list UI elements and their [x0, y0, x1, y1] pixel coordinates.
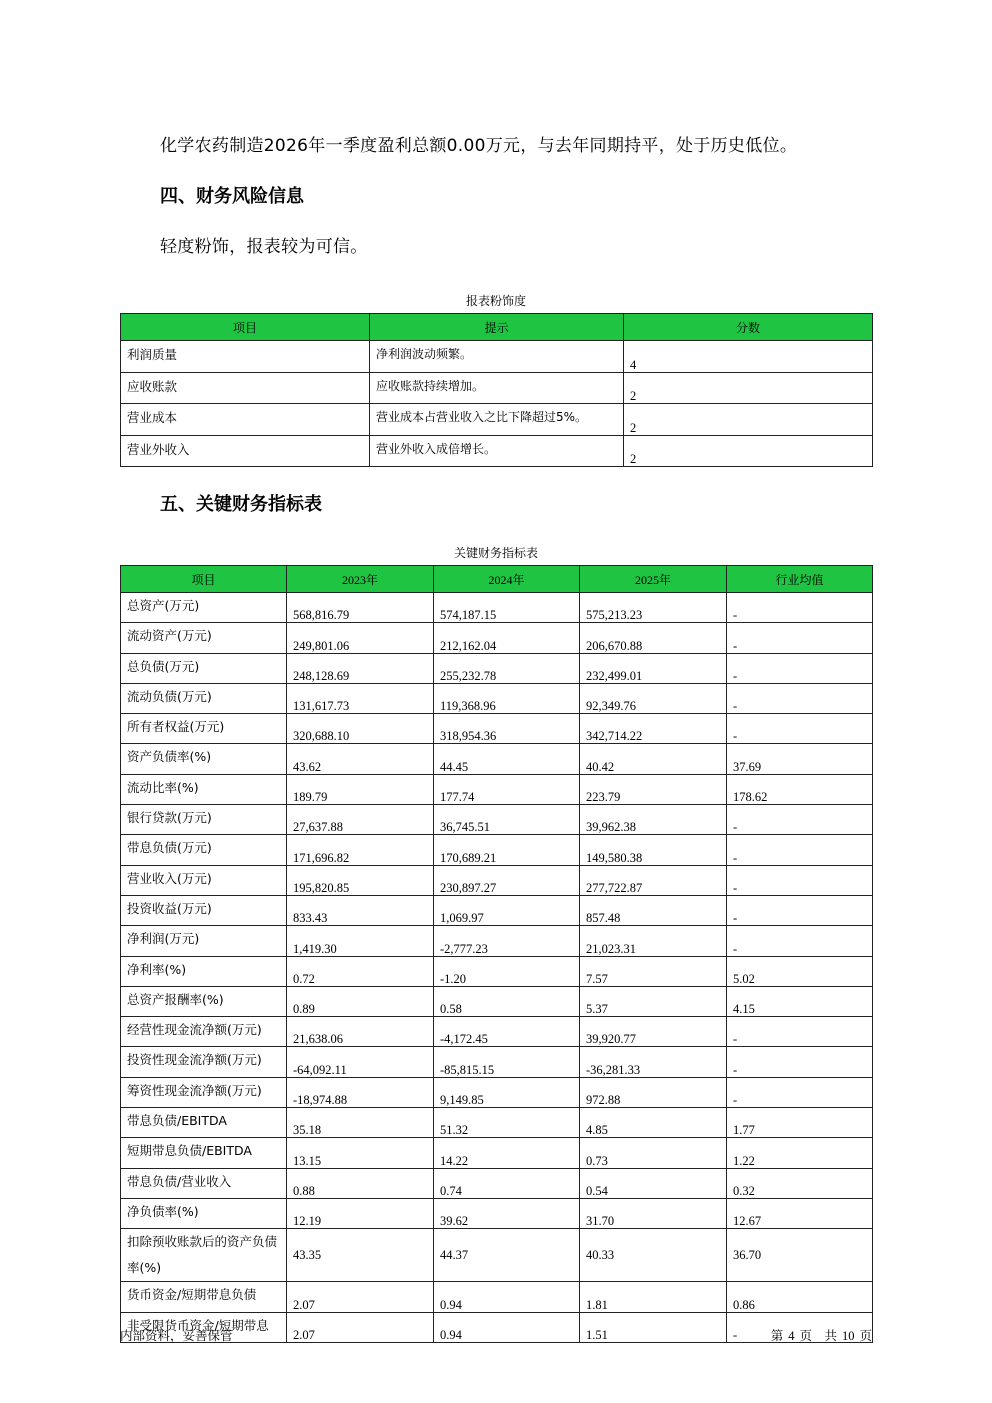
row-value-2024: 1,069.97: [434, 895, 580, 925]
row-value-industry-avg: -: [727, 1017, 873, 1047]
row-value-2024: 36,745.51: [434, 805, 580, 835]
table-row: [121, 926, 873, 956]
table-header-row: [121, 566, 873, 593]
risk-summary: 轻度粉饰，报表较为可信。: [160, 237, 368, 257]
intro-paragraph: 化学农药制造2026年一季度盈利总额0.00万元，与去年同期持平，处于历史低位。: [160, 136, 798, 156]
row-value-2023: 189.79: [287, 774, 434, 804]
row-value-2025: 7.57: [580, 956, 727, 986]
row-value-2023: 833.43: [287, 895, 434, 925]
row-value-industry-avg: 36.70: [727, 1229, 873, 1282]
row-item: 总负债(万元): [121, 653, 287, 683]
row-value-2023: 1,419.30: [287, 926, 434, 956]
row-value-2023: 195,820.85: [287, 865, 434, 895]
column-header-score: 分数: [624, 314, 873, 341]
row-value-2023: 43.62: [287, 744, 434, 774]
whitewash-table-caption: 报表粉饰度: [465, 294, 526, 308]
table-row: [121, 1168, 873, 1198]
row-value-2024: 255,232.78: [434, 653, 580, 683]
table-row: [121, 683, 873, 713]
row-item: 投资收益(万元): [121, 895, 287, 925]
row-value-2023: 2.07: [287, 1282, 434, 1312]
row-value-industry-avg: 37.69: [727, 744, 873, 774]
row-item: 扣除预收账款后的资产负债率(%): [121, 1229, 287, 1282]
row-value-2025: 277,722.87: [580, 865, 727, 895]
column-header-2025: 2025年: [580, 566, 727, 593]
row-item: 利润质量: [121, 341, 370, 373]
row-value-2025: 575,213.23: [580, 593, 727, 623]
row-value-2025: 972.88: [580, 1077, 727, 1107]
row-value-2024: 51.32: [434, 1108, 580, 1138]
row-value-industry-avg: -: [727, 865, 873, 895]
row-value-2025: 0.73: [580, 1138, 727, 1168]
table-row: [121, 986, 873, 1016]
row-value-2023: 568,816.79: [287, 593, 434, 623]
row-value-2023: 0.89: [287, 986, 434, 1016]
table-row: [121, 404, 873, 436]
row-value-2025: 1.51: [580, 1312, 727, 1342]
row-hint: 营业外收入成倍增长。: [370, 435, 624, 467]
row-value-2023: 43.35: [287, 1229, 434, 1282]
column-header-2023: 2023年: [287, 566, 434, 593]
row-item: 经营性现金流净额(万元): [121, 1017, 287, 1047]
row-value-2025: 232,499.01: [580, 653, 727, 683]
row-value-2024: 9,149.85: [434, 1077, 580, 1107]
row-value-2024: 170,689.21: [434, 835, 580, 865]
table-row: [121, 1312, 873, 1342]
table-row: [121, 623, 873, 653]
row-value-industry-avg: -: [727, 1047, 873, 1077]
row-value-2023: -18,974.88: [287, 1077, 434, 1107]
row-value-2024: 14.22: [434, 1138, 580, 1168]
footer-confidential-note: 内部资料，妥善保管: [120, 1328, 233, 1343]
row-item: 银行贷款(万元): [121, 805, 287, 835]
row-value-2025: 0.54: [580, 1168, 727, 1198]
row-value-industry-avg: -: [727, 593, 873, 623]
row-value-2025: 92,349.76: [580, 683, 727, 713]
table-row: [121, 895, 873, 925]
table-row: [121, 1229, 873, 1282]
row-value-industry-avg: 1.77: [727, 1108, 873, 1138]
row-value-industry-avg: -: [727, 805, 873, 835]
row-value-2023: 248,128.69: [287, 653, 434, 683]
row-value-industry-avg: 0.32: [727, 1168, 873, 1198]
row-value-2023: -64,092.11: [287, 1047, 434, 1077]
row-value-industry-avg: 178.62: [727, 774, 873, 804]
row-value-2025: 5.37: [580, 986, 727, 1016]
row-value-2023: 131,617.73: [287, 683, 434, 713]
row-value-2025: 206,670.88: [580, 623, 727, 653]
page-mid: 页 共: [799, 1328, 837, 1343]
row-item: 货币资金/短期带息负债: [121, 1282, 287, 1312]
row-value-2024: 0.94: [434, 1282, 580, 1312]
footer-page-number: [771, 1326, 872, 1344]
row-item: 资产负债率(%): [121, 744, 287, 774]
row-value-industry-avg: -: [727, 895, 873, 925]
row-value-industry-avg: 0.86: [727, 1282, 873, 1312]
row-value-2025: 39,920.77: [580, 1017, 727, 1047]
table-row: [121, 435, 873, 467]
whitewash-table: [120, 313, 873, 467]
row-value-2023: 21,638.06: [287, 1017, 434, 1047]
page-total: 10: [841, 1329, 855, 1343]
row-value-industry-avg: -: [727, 835, 873, 865]
row-item: 总资产报酬率(%): [121, 986, 287, 1016]
row-value-industry-avg: 12.67: [727, 1198, 873, 1228]
row-value-2023: 12.19: [287, 1198, 434, 1228]
table-row: [121, 1047, 873, 1077]
column-header-hint: 提示: [370, 314, 624, 341]
kpi-table-body: [121, 593, 873, 1343]
row-value-2024: -85,815.15: [434, 1047, 580, 1077]
row-value-2024: 0.94: [434, 1312, 580, 1342]
row-value-2024: 119,368.96: [434, 683, 580, 713]
row-value-2025: 4.85: [580, 1108, 727, 1138]
row-item: 流动资产(万元): [121, 623, 287, 653]
row-value-industry-avg: -: [727, 926, 873, 956]
row-value-2023: 0.88: [287, 1168, 434, 1198]
table-row: [121, 653, 873, 683]
row-hint: 净利润波动频繁。: [370, 341, 624, 373]
row-item: 带息负债/EBITDA: [121, 1108, 287, 1138]
kpi-table: [120, 565, 873, 1343]
row-item: 营业外收入: [121, 435, 370, 467]
row-value-2024: -1.20: [434, 956, 580, 986]
row-value-industry-avg: 5.02: [727, 956, 873, 986]
row-value-2025: 39,962.38: [580, 805, 727, 835]
row-item: 净利率(%): [121, 956, 287, 986]
table-row: [121, 714, 873, 744]
row-value-2025: 1.81: [580, 1282, 727, 1312]
row-value-2024: 212,162.04: [434, 623, 580, 653]
table-row: [121, 865, 873, 895]
row-value-2025: 223.79: [580, 774, 727, 804]
page-prefix: 第: [770, 1328, 784, 1343]
row-value-industry-avg: -: [727, 653, 873, 683]
row-value-2023: 320,688.10: [287, 714, 434, 744]
column-header-industry-avg: 行业均值: [727, 566, 873, 593]
row-value-2024: 0.58: [434, 986, 580, 1016]
row-value-2024: 230,897.27: [434, 865, 580, 895]
table-row: [121, 341, 873, 373]
table-row: [121, 835, 873, 865]
row-value-2024: 574,187.15: [434, 593, 580, 623]
table-row: [121, 372, 873, 404]
row-value-industry-avg: -: [727, 1312, 873, 1342]
row-value-2023: 249,801.06: [287, 623, 434, 653]
row-value-2024: 318,954.36: [434, 714, 580, 744]
row-value-industry-avg: -: [727, 683, 873, 713]
row-score: 2: [624, 435, 873, 467]
row-value-2023: 171,696.82: [287, 835, 434, 865]
row-value-2024: -2,777.23: [434, 926, 580, 956]
column-header-2024: 2024年: [434, 566, 580, 593]
row-value-2024: 44.45: [434, 744, 580, 774]
row-value-2025: -36,281.33: [580, 1047, 727, 1077]
row-value-industry-avg: 4.15: [727, 986, 873, 1016]
kpi-table-caption: 关键财务指标表: [453, 546, 538, 560]
table-row: [121, 956, 873, 986]
row-item: 投资性现金流净额(万元): [121, 1047, 287, 1077]
row-value-2024: 39.62: [434, 1198, 580, 1228]
table-row: [121, 1108, 873, 1138]
row-item: 应收账款: [121, 372, 370, 404]
row-item: 营业成本: [121, 404, 370, 436]
row-item: 带息负债(万元): [121, 835, 287, 865]
row-item: 流动比率(%): [121, 774, 287, 804]
row-item: 营业收入(万元): [121, 865, 287, 895]
row-item: 净利润(万元): [121, 926, 287, 956]
row-item: 总资产(万元): [121, 593, 287, 623]
row-value-industry-avg: -: [727, 623, 873, 653]
row-value-2023: 2.07: [287, 1312, 434, 1342]
table-row: [121, 1198, 873, 1228]
row-value-industry-avg: -: [727, 714, 873, 744]
row-item: 筹资性现金流净额(万元): [121, 1077, 287, 1107]
row-value-2025: 149,580.38: [580, 835, 727, 865]
table-header-row: [121, 314, 873, 341]
column-header-item: 项目: [121, 566, 287, 593]
row-item: 带息负债/营业收入: [121, 1168, 287, 1198]
row-value-2025: 857.48: [580, 895, 727, 925]
row-item: 所有者权益(万元): [121, 714, 287, 744]
row-value-2023: 35.18: [287, 1108, 434, 1138]
table-row: [121, 1017, 873, 1047]
table-row: [121, 1282, 873, 1312]
row-score: 2: [624, 404, 873, 436]
table-row: [121, 744, 873, 774]
page-current: 4: [788, 1329, 795, 1343]
row-value-2024: 0.74: [434, 1168, 580, 1198]
row-item: 净负债率(%): [121, 1198, 287, 1228]
row-item: 非受限货币资金/短期带息: [121, 1312, 287, 1342]
row-value-2024: -4,172.45: [434, 1017, 580, 1047]
row-value-2024: 44.37: [434, 1229, 580, 1282]
row-value-2025: 40.33: [580, 1229, 727, 1282]
row-score: 4: [624, 341, 873, 373]
row-value-2023: 13.15: [287, 1138, 434, 1168]
section5-heading: 五、关键财务指标表: [160, 494, 322, 515]
row-item: 流动负债(万元): [121, 683, 287, 713]
row-value-2025: 31.70: [580, 1198, 727, 1228]
row-value-2023: 27,637.88: [287, 805, 434, 835]
row-value-2023: 0.72: [287, 956, 434, 986]
row-score: 2: [624, 372, 873, 404]
table-row: [121, 774, 873, 804]
row-value-industry-avg: -: [727, 1077, 873, 1107]
row-value-2024: 177.74: [434, 774, 580, 804]
column-header-item: 项目: [121, 314, 370, 341]
table-row: [121, 1138, 873, 1168]
row-value-2025: 40.42: [580, 744, 727, 774]
row-value-2025: 342,714.22: [580, 714, 727, 744]
table-row: [121, 1077, 873, 1107]
section4-heading: 四、财务风险信息: [160, 186, 304, 207]
row-value-industry-avg: 1.22: [727, 1138, 873, 1168]
table-row: [121, 593, 873, 623]
row-hint: 应收账款持续增加。: [370, 372, 624, 404]
table-row: [121, 805, 873, 835]
page-suffix: 页: [859, 1328, 872, 1343]
row-hint: 营业成本占营业收入之比下降超过5%。: [370, 404, 624, 436]
row-item: 短期带息负债/EBITDA: [121, 1138, 287, 1168]
row-value-2025: 21,023.31: [580, 926, 727, 956]
